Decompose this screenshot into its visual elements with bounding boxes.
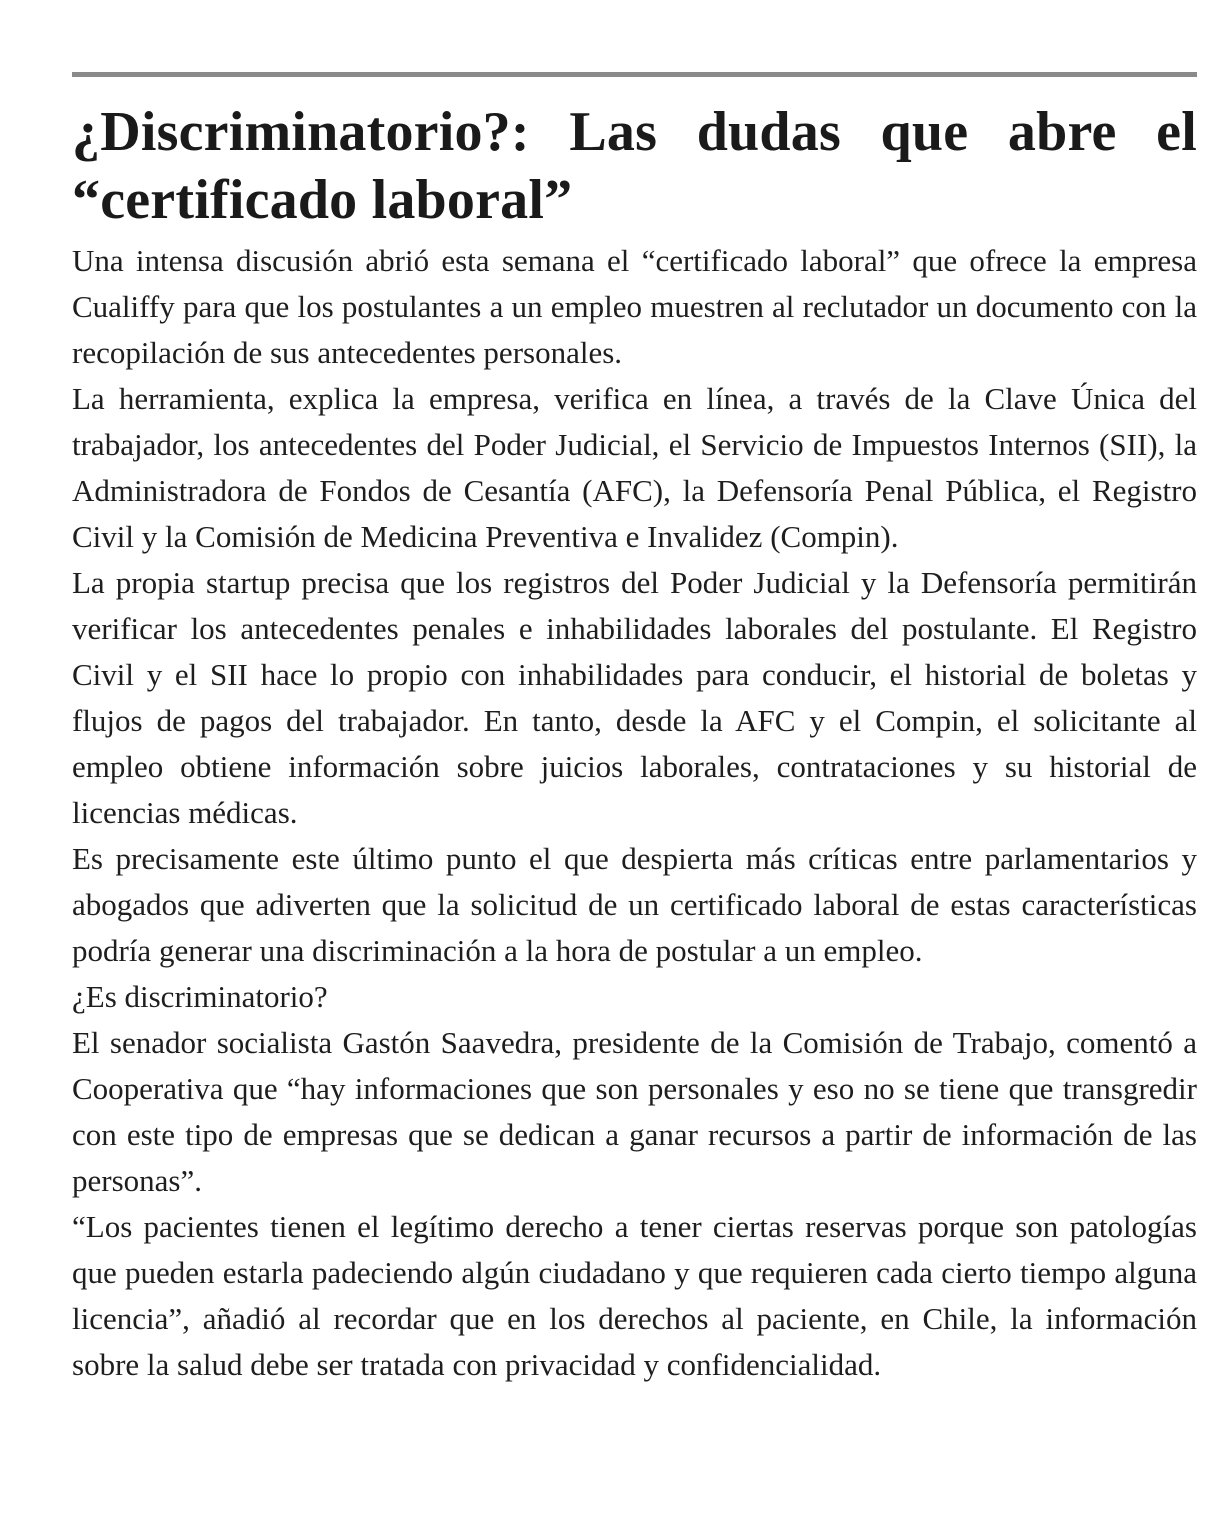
- top-divider-rule: [72, 72, 1197, 77]
- article-paragraph: Una intensa discusión abrió esta semana el “certificado laboral” que ofrece la empresa Cualiffy para que los postulantes a un empleo muestren al reclutador un documento con la recopilación de sus antecedentes personales.: [72, 243, 1197, 370]
- article-subheading: ¿Es discriminatorio?: [72, 979, 328, 1014]
- article-paragraph: El senador socialista Gastón Saavedra, presidente de la Comisión de Trabajo, comentó a Cooperativa que “hay informaciones que son personales y eso no se tiene que transgredir con este tipo de empresas que se dedican a ganar recursos a partir de información de las personas”.: [72, 1025, 1197, 1198]
- article-headline: ¿Discriminatorio?: Las dudas que abre el “certificado laboral”: [72, 101, 1197, 231]
- article-paragraph: “Los pacientes tienen el legítimo derecho a tener ciertas reservas porque son patologías que pueden estarla padeciendo algún ciudadano y que requieren cada cierto tiempo alguna licencia”, añadió al recordar que en los derechos al paciente, en Chile, la información sobre la salud debe ser tratada con privacidad y confidencialidad.: [72, 1209, 1197, 1382]
- article-paragraph: Es precisamente este último punto el que despierta más críticas entre parlamentarios y abogados que adiverten que la solicitud de un certificado laboral de estas características podría generar una discriminación a la hora de postular a un empleo.: [72, 841, 1197, 968]
- news-article: [72, 98, 1197, 1388]
- article-paragraph: La herramienta, explica la empresa, verifica en línea, a través de la Clave Única del trabajador, los antecedentes del Poder Judicial, el Servicio de Impuestos Internos (SII), la Administradora de Fondos de Cesantía (AFC), la Defensoría Penal Pública, el Registro Civil y la Comisión de Medicina Preventiva e Invalidez (Compin).: [72, 381, 1197, 554]
- article-paragraph: La propia startup precisa que los registros del Poder Judicial y la Defensoría permitirán verificar los antecedentes penales e inhabilidades laborales del postulante. El Registro Civil y el SII hace lo propio con inhabilidades para conducir, el historial de boletas y flujos de pagos del trabajador. En tanto, desde la AFC y el Compin, el solicitante al empleo obtiene información sobre juicios laborales, contrataciones y su historial de licencias médicas.: [72, 565, 1197, 830]
- article-body: [72, 238, 1197, 1388]
